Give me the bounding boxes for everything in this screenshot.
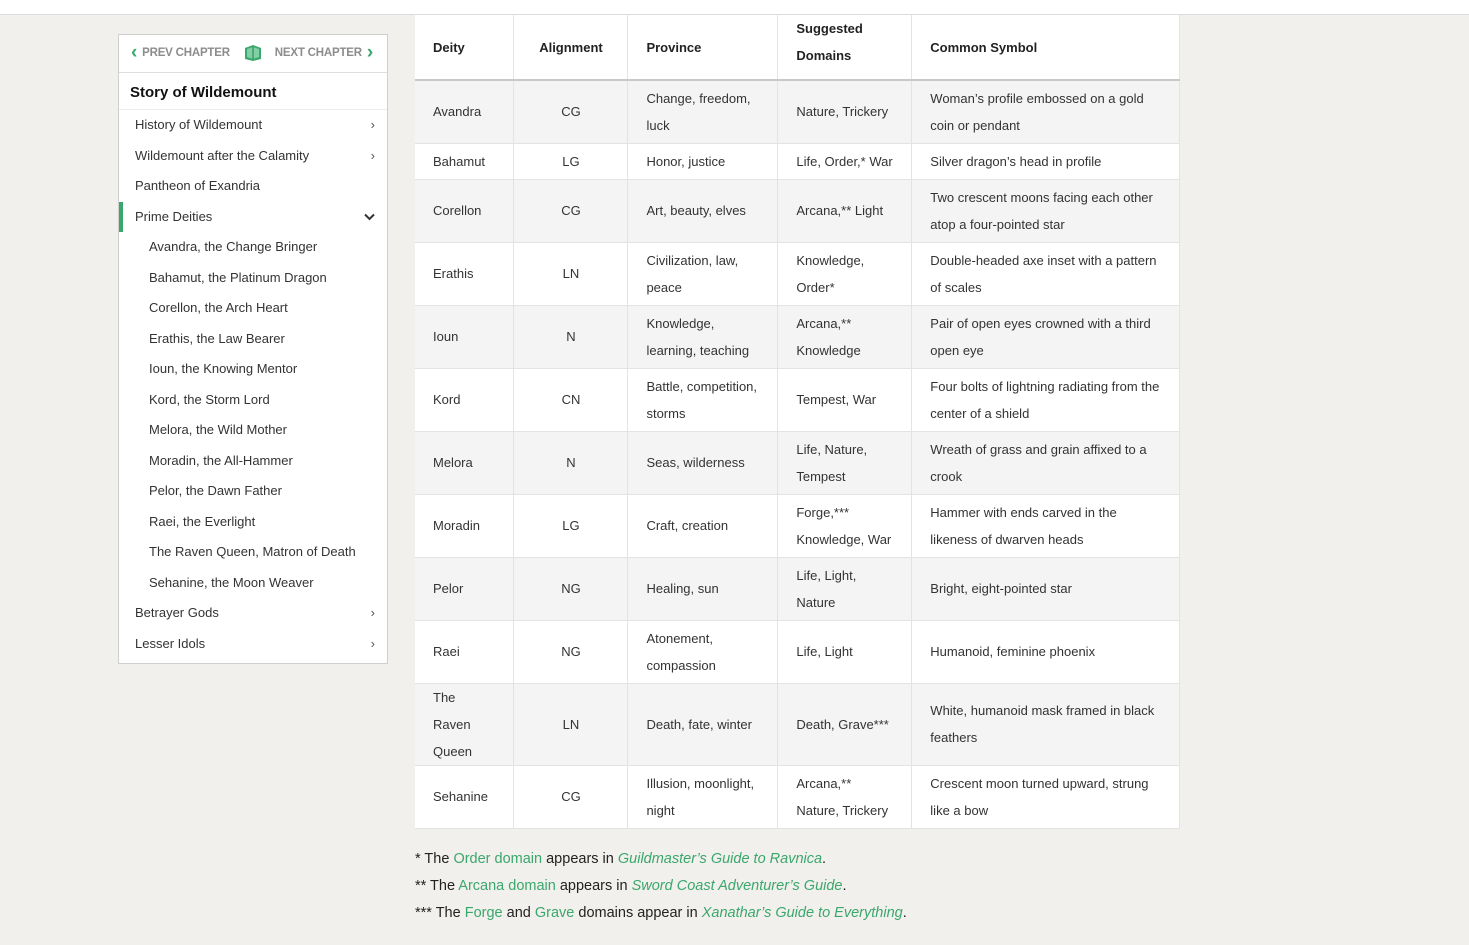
domains-cell: Life, Light, Nature bbox=[778, 557, 912, 620]
sword-coast-guide-link[interactable]: Sword Coast Adventurer’s Guide bbox=[631, 878, 843, 894]
table-body bbox=[415, 80, 1180, 828]
province-cell: Seas, wilderness bbox=[628, 431, 778, 494]
sidebar-subitem-bahamut[interactable]: Bahamut, the Platinum Dragon bbox=[149, 269, 327, 285]
table-row bbox=[415, 80, 1180, 143]
column-header-alignment: Alignment bbox=[514, 15, 628, 80]
footnote-text: ** The bbox=[415, 878, 459, 894]
sidebar-title[interactable]: Story of Wildemount bbox=[119, 73, 387, 110]
sidebar-item-label: Betrayer Gods bbox=[135, 605, 219, 620]
sidebar-subitem-kord[interactable]: Kord, the Storm Lord bbox=[149, 391, 270, 407]
sidebar-item-lesser-idols[interactable] bbox=[119, 629, 387, 660]
footnote-text: domains appear in bbox=[574, 905, 702, 921]
grave-domain-link[interactable]: Grave bbox=[534, 905, 575, 921]
deities-table bbox=[415, 15, 1180, 829]
province-cell: Art, beauty, elves bbox=[628, 179, 778, 242]
domains-cell: Life, Order,* War bbox=[778, 143, 912, 179]
sidebar-subitem-ioun[interactable]: Ioun, the Knowing Mentor bbox=[149, 361, 298, 376]
sidebar-item-label: Pantheon of Exandria bbox=[135, 178, 261, 193]
footnote-text: * The bbox=[415, 851, 454, 867]
chevron-down-icon[interactable] bbox=[364, 202, 375, 233]
deity-cell: The Raven Queen bbox=[415, 683, 514, 765]
symbol-cell: Hammer with ends carved in the likeness of dwarven heads bbox=[912, 494, 1180, 557]
chevron-right-icon: › bbox=[366, 42, 373, 63]
next-chapter-button[interactable] bbox=[275, 44, 373, 62]
next-chapter-label: NEXT CHAPTER bbox=[274, 47, 362, 59]
deity-cell: Erathis bbox=[415, 242, 514, 305]
deity-cell: Kord bbox=[415, 368, 514, 431]
sidebar-subitem-corellon[interactable]: Corellon, the Arch Heart bbox=[149, 300, 288, 315]
sidebar-subitem-avandra[interactable]: Avandra, the Change Bringer bbox=[149, 239, 318, 254]
chevron-right-icon[interactable]: › bbox=[370, 635, 375, 651]
domains-cell: Arcana,** Knowledge bbox=[778, 305, 912, 368]
province-cell: Atonement, compassion bbox=[628, 620, 778, 683]
column-header-deity: Deity bbox=[415, 15, 514, 80]
symbol-cell: Woman’s profile embossed on a gold coin or pendant bbox=[912, 80, 1180, 143]
sidebar-subitem-moradin[interactable]: Moradin, the All-Hammer bbox=[149, 452, 293, 468]
footnote-text: . bbox=[902, 905, 907, 921]
alignment-cell: N bbox=[514, 431, 628, 494]
province-cell: Craft, creation bbox=[628, 494, 778, 557]
table-row bbox=[415, 620, 1180, 683]
footnote-text: and bbox=[502, 905, 535, 921]
alignment-cell: CG bbox=[514, 765, 628, 828]
symbol-cell: Bright, eight-pointed star bbox=[912, 557, 1180, 620]
column-header-province: Province bbox=[628, 15, 778, 80]
alignment-cell: NG bbox=[514, 620, 628, 683]
top-bar bbox=[0, 0, 1469, 15]
order-domain-link[interactable]: Order domain bbox=[453, 851, 543, 867]
footnote-text: . bbox=[842, 878, 847, 894]
alignment-cell: NG bbox=[514, 557, 628, 620]
sidebar-item-label: History of Wildemount bbox=[135, 117, 263, 132]
chapter-sidebar bbox=[118, 34, 388, 664]
chevron-right-icon[interactable]: › bbox=[370, 605, 375, 620]
deity-cell: Corellon bbox=[415, 179, 514, 242]
province-cell: Civilization, law, peace bbox=[628, 242, 778, 305]
province-cell: Death, fate, winter bbox=[628, 683, 778, 765]
domains-cell: Life, Light bbox=[778, 620, 912, 683]
alignment-cell: N bbox=[514, 305, 628, 368]
symbol-cell: Two crescent moons facing each other atop a four-pointed star bbox=[912, 179, 1180, 242]
arcana-domain-link[interactable]: Arcana domain bbox=[458, 878, 556, 894]
sidebar-item-betrayer-gods[interactable] bbox=[119, 598, 387, 629]
deity-cell: Raei bbox=[415, 620, 514, 683]
alignment-cell: CN bbox=[514, 368, 628, 431]
table-row bbox=[415, 143, 1180, 179]
sidebar-item-label: Prime Deities bbox=[135, 208, 213, 224]
chevron-left-icon: ‹ bbox=[131, 42, 138, 63]
symbol-cell: Wreath of grass and grain affixed to a crook bbox=[912, 431, 1180, 494]
alignment-cell: CG bbox=[514, 179, 628, 242]
sidebar-item-label: Wildemount after the Calamity bbox=[135, 147, 310, 163]
deity-cell: Moradin bbox=[415, 494, 514, 557]
alignment-cell: CG bbox=[514, 80, 628, 143]
table-row bbox=[415, 557, 1180, 620]
deities-table-container bbox=[415, 15, 1180, 829]
sidebar-subitem-raven-queen[interactable]: The Raven Queen, Matron of Death bbox=[149, 544, 356, 559]
sidebar-subitem-raei[interactable]: Raei, the Everlight bbox=[149, 513, 256, 529]
province-cell: Change, freedom, luck bbox=[628, 80, 778, 143]
symbol-cell: Double-headed axe inset with a pattern of scales bbox=[912, 242, 1180, 305]
province-cell: Honor, justice bbox=[628, 143, 778, 179]
column-header-domains: Suggested Domains bbox=[778, 15, 912, 80]
sidebar-subitem-sehanine[interactable]: Sehanine, the Moon Weaver bbox=[149, 574, 314, 590]
sidebar-subitem-melora[interactable]: Melora, the Wild Mother bbox=[149, 422, 287, 437]
deity-cell: Sehanine bbox=[415, 765, 514, 828]
prev-chapter-button[interactable] bbox=[131, 44, 230, 62]
footnote-forge-grave bbox=[415, 900, 907, 927]
guildmasters-guide-link[interactable]: Guildmaster’s Guide to Ravnica bbox=[617, 851, 823, 867]
table-row bbox=[415, 179, 1180, 242]
alignment-cell: LG bbox=[514, 494, 628, 557]
sidebar-item-history[interactable] bbox=[119, 110, 387, 141]
deity-cell: Bahamut bbox=[415, 143, 514, 179]
forge-domain-link[interactable]: Forge bbox=[464, 905, 503, 921]
footnotes bbox=[415, 846, 907, 927]
sidebar-item-label: Lesser Idols bbox=[135, 635, 206, 651]
sidebar-item-pantheon[interactable] bbox=[119, 171, 387, 202]
footnote-text: . bbox=[822, 851, 827, 867]
deity-cell: Pelor bbox=[415, 557, 514, 620]
table-row bbox=[415, 431, 1180, 494]
symbol-cell: Crescent moon turned upward, strung like a bow bbox=[912, 765, 1180, 828]
symbol-cell: Humanoid, feminine phoenix bbox=[912, 620, 1180, 683]
symbol-cell: Silver dragon’s head in profile bbox=[912, 143, 1180, 179]
table-row bbox=[415, 765, 1180, 828]
xanathars-guide-link[interactable]: Xanathar’s Guide to Everything bbox=[701, 905, 903, 921]
symbol-cell: Four bolts of lightning radiating from the center of a shield bbox=[912, 368, 1180, 431]
symbol-cell: Pair of open eyes crowned with a third open eye bbox=[912, 305, 1180, 368]
domains-cell: Arcana,** Light bbox=[778, 179, 912, 242]
table-header-row bbox=[415, 15, 1180, 80]
book-icon[interactable] bbox=[243, 44, 263, 62]
sidebar-subitem-erathis[interactable]: Erathis, the Law Bearer bbox=[149, 330, 285, 346]
footnote-text: appears in bbox=[555, 878, 632, 894]
domains-cell: Knowledge, Order* bbox=[778, 242, 912, 305]
domains-cell: Forge,*** Knowledge, War bbox=[778, 494, 912, 557]
domains-cell: Life, Nature, Tempest bbox=[778, 431, 912, 494]
table-row bbox=[415, 368, 1180, 431]
sidebar-list bbox=[119, 110, 387, 659]
alignment-cell: LN bbox=[514, 242, 628, 305]
column-header-symbol: Common Symbol bbox=[912, 15, 1180, 80]
chevron-right-icon[interactable]: › bbox=[370, 117, 375, 132]
table-row bbox=[415, 683, 1180, 765]
sidebar-item-after-calamity[interactable] bbox=[119, 141, 387, 172]
footnote-arcana bbox=[415, 873, 907, 900]
sidebar-item-prime-deities[interactable] bbox=[119, 202, 387, 233]
footnote-text: *** The bbox=[415, 905, 465, 921]
province-cell: Knowledge, learning, teaching bbox=[628, 305, 778, 368]
province-cell: Healing, sun bbox=[628, 557, 778, 620]
prev-chapter-label: PREV CHAPTER bbox=[142, 47, 230, 59]
table-row bbox=[415, 242, 1180, 305]
footnote-order bbox=[415, 846, 907, 873]
alignment-cell: LG bbox=[514, 143, 628, 179]
sidebar-subitem-pelor[interactable]: Pelor, the Dawn Father bbox=[149, 483, 282, 498]
domains-cell: Arcana,** Nature, Trickery bbox=[778, 765, 912, 828]
province-cell: Illusion, moonlight, night bbox=[628, 765, 778, 828]
alignment-cell: LN bbox=[514, 683, 628, 765]
chapter-nav bbox=[119, 35, 387, 73]
table-row bbox=[415, 305, 1180, 368]
deity-cell: Avandra bbox=[415, 80, 514, 143]
chevron-right-icon[interactable]: › bbox=[370, 147, 375, 163]
symbol-cell: White, humanoid mask framed in black feathers bbox=[912, 683, 1180, 765]
domains-cell: Tempest, War bbox=[778, 368, 912, 431]
deity-cell: Ioun bbox=[415, 305, 514, 368]
deity-cell: Melora bbox=[415, 431, 514, 494]
table-row bbox=[415, 494, 1180, 557]
footnote-text: appears in bbox=[542, 851, 618, 867]
province-cell: Battle, competition, storms bbox=[628, 368, 778, 431]
domains-cell: Death, Grave*** bbox=[778, 683, 912, 765]
domains-cell: Nature, Trickery bbox=[778, 80, 912, 143]
